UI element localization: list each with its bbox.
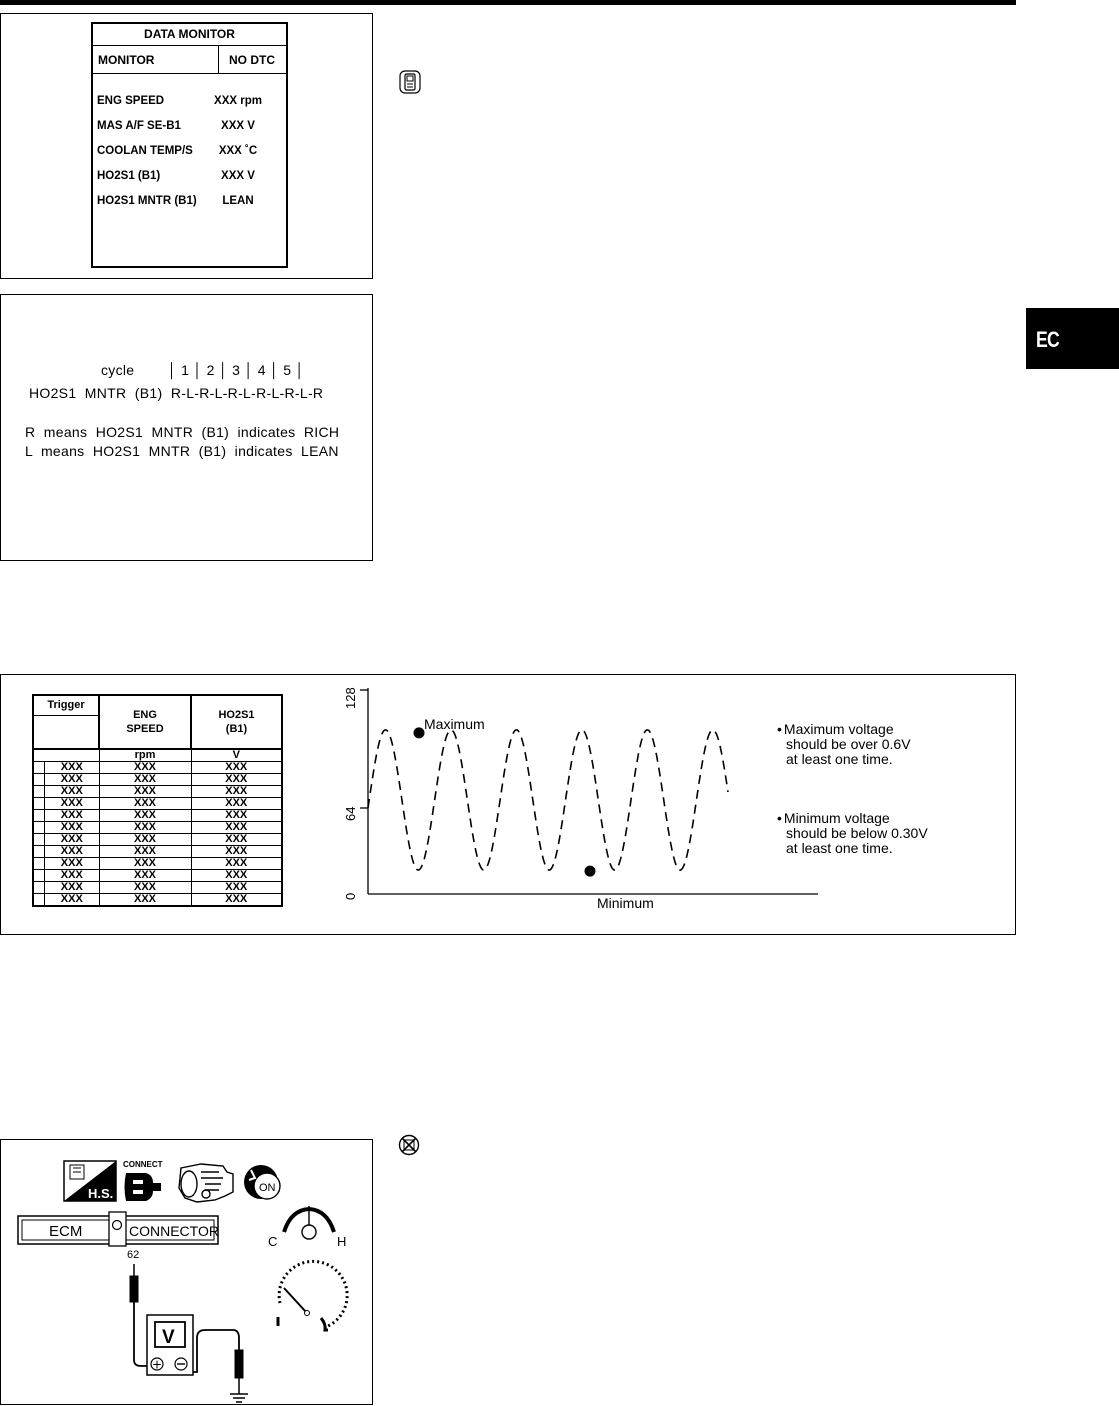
trigger-cell: XXX	[45, 834, 99, 846]
cycle-line: cycle │ 1 │ 2 │ 3 │ 4 │ 5 │	[101, 362, 305, 378]
ho2s1-cell: XXX	[191, 834, 282, 846]
no-tools-icon	[398, 1134, 420, 1156]
rpm-unit: rpm	[99, 749, 191, 762]
ignition-on-label: ON	[259, 1182, 276, 1194]
waveform-chart	[331, 681, 831, 931]
monitor-item-label: HO2S1 (B1)	[97, 170, 161, 182]
eng-speed-cell: XXX	[99, 810, 191, 822]
data-monitor-panel	[0, 13, 373, 279]
table-row	[33, 774, 282, 786]
y-tick-0: 0	[343, 892, 358, 900]
ho2s1-cell: XXX	[191, 894, 282, 907]
monitor-item-value: XXX rpm	[214, 95, 262, 107]
ecm-connector	[18, 1212, 219, 1246]
terminal-number: 62	[127, 1249, 140, 1261]
gauge-cold-label: C	[268, 1234, 278, 1249]
table-row	[33, 834, 282, 846]
monitor-sequence-line: HO2S1 MNTR (B1) R-L-R-L-R-L-R-L-R-L-R	[29, 385, 324, 401]
ho2s1-cell: XXX	[191, 882, 282, 894]
ho2s1-waveform	[368, 730, 728, 870]
eng-speed-cell: XXX	[99, 786, 191, 798]
monitor-item-value: XXX V	[221, 120, 255, 132]
hs-label: H.S.	[88, 1186, 114, 1201]
ho2s1-cell: XXX	[191, 858, 282, 870]
y-tick-128: 128	[343, 687, 358, 709]
ignition-on-icon	[244, 1165, 280, 1199]
connect-icon	[123, 1160, 163, 1201]
table-row	[33, 894, 282, 907]
monitor-item-value: XXX ˚C	[218, 145, 258, 157]
section-tab-label: EC	[1036, 327, 1059, 352]
dtc-status: NO DTC	[229, 53, 275, 67]
ecm-measurement-panel	[0, 1139, 373, 1405]
eng-speed-cell: XXX	[99, 870, 191, 882]
monitor-item-label: MAS A/F SE-B1	[97, 120, 181, 132]
maximum-point	[414, 727, 425, 738]
ho2s1-cell: XXX	[191, 870, 282, 882]
table-row	[33, 822, 282, 834]
data-monitor-screen	[91, 22, 288, 268]
eng-speed-cell: XXX	[99, 822, 191, 834]
eng-speed-cell: XXX	[99, 858, 191, 870]
monitor-header-label: MONITOR	[98, 53, 155, 67]
trigger-cell: XXX	[45, 786, 99, 798]
trigger-cell: XXX	[45, 798, 99, 810]
eng-speed-cell: XXX	[99, 834, 191, 846]
voltmeter-label: V	[162, 1327, 175, 1348]
eng-speed-header: ENG SPEED	[99, 695, 191, 749]
voltmeter-icon	[147, 1315, 193, 1375]
eng-speed-cell: XXX	[99, 798, 191, 810]
table-row	[33, 798, 282, 810]
table-row	[33, 762, 282, 774]
monitor-item-label: COOLAN TEMP/S	[97, 145, 193, 157]
section-tab-ec[interactable]	[1026, 308, 1119, 369]
trigger-cell: XXX	[45, 774, 99, 786]
table-row	[33, 870, 282, 882]
monitor-item-value: XXX V	[221, 170, 255, 182]
minimum-point	[585, 866, 596, 877]
monitor-item-value: LEAN	[222, 195, 254, 207]
trigger-cell: XXX	[45, 822, 99, 834]
ecm-label: ECM	[49, 1223, 83, 1240]
rich-definition: R means HO2S1 MNTR (B1) indicates RICH	[25, 424, 340, 440]
table-row	[33, 846, 282, 858]
trigger-cell: XXX	[45, 858, 99, 870]
eng-speed-cell: XXX	[99, 762, 191, 774]
eng-speed-cell: XXX	[99, 846, 191, 858]
ho2s1-cell: XXX	[191, 810, 282, 822]
gauge-hot-label: H	[337, 1234, 347, 1249]
ho2s1-cell: XXX	[191, 786, 282, 798]
temperature-gauge-icon	[268, 1206, 346, 1249]
lean-definition: L means HO2S1 MNTR (B1) indicates LEAN	[25, 443, 339, 459]
ho2s1-cell: XXX	[191, 762, 282, 774]
data-monitor-header	[93, 45, 286, 74]
cycle-description-panel	[0, 294, 373, 561]
table-row	[33, 810, 282, 822]
ho2s1-cell: XXX	[191, 846, 282, 858]
y-tick-64: 64	[343, 806, 358, 821]
svg-text:+: +	[152, 1357, 163, 1372]
eng-speed-cell: XXX	[99, 882, 191, 894]
trigger-cell: XXX	[45, 870, 99, 882]
ho2s1-cell: XXX	[191, 798, 282, 810]
ho2s1-header: HO2S1 (B1)	[191, 695, 282, 749]
table-row	[33, 882, 282, 894]
trigger-cell: XXX	[45, 846, 99, 858]
trigger-header: Trigger	[33, 695, 99, 749]
hs-icon	[64, 1161, 116, 1201]
minimum-voltage-note: • Minimum voltage should be below 0.30V at least one time.	[777, 810, 928, 856]
ho2s1-cell: XXX	[191, 822, 282, 834]
trigger-cell: XXX	[45, 762, 99, 774]
maximum-label: Maximum	[424, 716, 485, 732]
data-monitor-title: DATA MONITOR	[144, 27, 235, 41]
table-row	[33, 786, 282, 798]
volt-unit: V	[191, 749, 282, 762]
tachometer-icon	[276, 1261, 347, 1406]
minimum-label: Minimum	[597, 895, 654, 911]
ecm-diagram	[1, 1140, 374, 1406]
trigger-cell: XXX	[45, 882, 99, 894]
monitor-item-label: HO2S1 MNTR (B1)	[97, 195, 197, 207]
page-top-rule	[0, 0, 1016, 5]
waveform-panel	[0, 674, 1016, 935]
engine-icon	[179, 1164, 233, 1202]
ho2s1-cell: XXX	[191, 774, 282, 786]
eng-speed-cell: XXX	[99, 774, 191, 786]
monitor-item-label: ENG SPEED	[97, 95, 165, 107]
connector-label: CONNECTOR	[129, 1223, 219, 1239]
consult-tool-icon	[399, 70, 421, 94]
table-row	[33, 858, 282, 870]
trigger-cell: XXX	[45, 894, 99, 907]
eng-speed-cell: XXX	[99, 894, 191, 907]
trigger-cell: XXX	[45, 810, 99, 822]
freeze-data-table	[32, 694, 283, 907]
maximum-voltage-note: • Maximum voltage should be over 0.6V at least one time.	[777, 721, 911, 767]
connect-label: CONNECT	[123, 1160, 163, 1169]
